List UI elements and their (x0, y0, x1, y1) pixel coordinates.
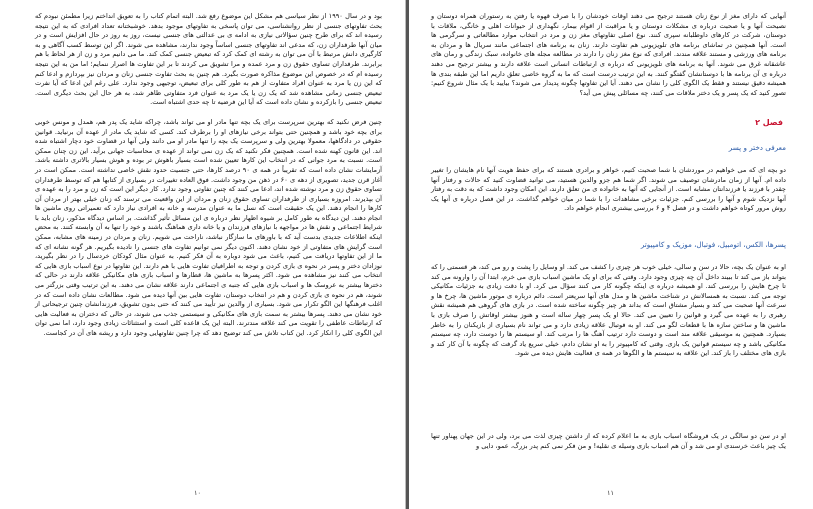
left-text-column (35, 12, 382, 339)
left-page (0, 0, 406, 509)
section1-text: دو بچه ای که می خواهیم در موردشان با شما صحبت کنیم، خواهر و برادری هستند که برای حفظ هویت آنها نام هایشان را تغییر داده ام. آنها از زمان مادرشان توصیف می شوند. اگر شما هم جزو والدین هستید، می توانید قضاوت کنید که حالات و رفتار آنها چقدر با فرزند یا فرزندانتان مشابه است. از آنجایی که آنها به خانواده ی من تعلق دارند، این امکان وجود داشت که به دقت به رفتار آنها نزدیک شوم و آنها را بررسی کنم. جزئیات برخی مشاهدات را با شما در میان خواهم گذاشت. در این فصل درباره ی آنها یک روش مرور کوتاه خواهم داشت و در فصل ۴ و ۶ بررسی بیشتری انجام خواهم داد. (431, 166, 786, 213)
left-page-number: ۱۰ (194, 489, 201, 497)
left-paragraph-2: چنین فرض نکنید که بهترین سرپرست برای یک بچه تنها مادر او می تواند باشد، چراکه شاید یک پدر هم، همدل و مونس خوبی برای بچه خود باشد و همچنین حتی بتواند برخی نیازهای او را برطرف کند. کسی که شاید یک مادر از عهده آن برنیاید. قوانین حقوقی در دادگاهها، معمولا بهترین ولی و سرپرست یک بچه را تنها مادر او می دانند ولی آنها در قضاوت خود دچار اشتباه شده اند. این قانون کهنه شده است. همچنین فکر نکنید که یک زن نمی تواند از عهده ی محاسبات جهانی برآید. این زن چنان ممکن است. نسبت به مرد جوانی که در انتخاب این کارها تعیین شده است بسیار باهوش تر بوده و هوش بسیار بالاتری داشته باشد. آزمایشات نشان داده است که تقریباً در همه ی ۹۰ درصد کارها، حتی جنسیت حدود نقش خاصی نداشته است. ممکن است در آغاز قرن جدید، تصویری از دهه ی ۶۰ در ذهن من وجود داشت. فوق العاده تغییرات در بسیاری از کتابها هم که توسط طرفداران تساوی حقوق زن و مرد نوشته شده اند، ادعا می کنند که چنین تفاوتی وجود ندارد. کار دیگر این است که زن و مرد را به عهده ی آن بپذیرند. امروزه بسیاری از طرفداران تساوی حقوق زنان و مردان از این واقعیت می ترسند که زنان خیلی بهتر از مردان آن کارها را انجام دهند. این یک حقیقت است که نسل ما به عنوان مدرسه و خانه به افرادی نیاز دارد که تعمیراتی روی ماشین ها انجام دهند. این دیدگاه به طور کامل بر شیوه اظهار نظر درباره ی این مسائل تأثیر گذاشت. بر اساس دیدگاه مذکور، زنان باید با شرایط اجتماعی و نقش ها در مواجهه با نیازهای فرزندان و یا خانه داری هماهنگ باشند و خود را تنها به آن وابسته کنند. به محض اینکه اطلاعات جدیدی بدست آید که با باورهای ما سازگار نباشد، ناراحت می شویم. زنان و مردان در زمینه های مشابه، ممکن است گرایش های متفاوتی از خود نشان دهند. اکنون دیگر نمی توانیم تفاوت های جنسی را نادیده بگیریم. هر گونه نشانه ای که ما از این تفاوتها دریافت می کنیم، باعث می شود دوباره به آن فکر کنیم. به عنوان مثال کودکان خردسال را در نظر بگیرید، نوزادان دختر و پسر در نحوه ی بازی کردن و توجه به اطرافیان تفاوت هایی با هم دارند. این تفاوتها در نوع اسباب بازی هایی که انتخاب می کنند نیز مشاهده می شود. اکثر پسرها به ماشین ها، قطارها و اسباب بازی های مکانیکی علاقه دارند در حالی که دخترها بیشتر به عروسک ها و اسباب بازی هایی که جنبه ی اجتماعی دارند علاقه نشان می دهند. به این ترتیب وقتی بزرگتر می شوند، هم در نحوه ی بازی کردن و هم در انتخاب دوستان، تفاوت هایی بین آنها دیده می شود. مطالعات نشان داده است که در اغلب فرهنگها این الگو تکرار می شود. بسیاری از والدین نیز تأیید می کنند که حتی بدون تشویق، فرزندانشان چنین ترجیحاتی از خود نشان می دهند. پسرها بیشتر به سمت بازی های مکانیکی و سیستمی جذب می شوند، در حالی که دختران به فعالیت هایی که ارتباطات عاطفی را تقویت می کند علاقه مندترند. البته این یک قاعده کلی است و استثنائات زیادی وجود دارد، اما نمی توان این الگوی کلی را انکار کرد. این کتاب تلاش می کند توضیح دهد که چرا چنین تفاوتهایی وجود دارد و ریشه های آن در کجاست. (35, 117, 382, 337)
right-page (409, 0, 813, 509)
chapter-heading: فصل ۲ (755, 118, 783, 127)
section-heading-intro: معرفی دختر و پسر (728, 143, 786, 152)
closing-text: او در سن دو سالگی در یک فروشگاه اسباب بازی به ما اعلام کرده که از داشتن چیزی لذت می برد، ولی در این جهان پهناور تنها یک چیز باعث خرسندی او می شد و آن هم اسباب بازی وسیله ی نقلیه! و من فکر نمی کنم پدر بزرگ، عمو، دایی و (431, 432, 786, 450)
section2-text: او به عنوان یک بچه، حالا در سن و سالی، خیلی خوب هر چیزی را کشف می کند. او وسایل را پشت و رو می کند، هر قسمتی را که بتواند باز می کند تا ببیند داخل آن چه چیزی وجود دارد. وقتی که برای او یک ماشین اسباب بازی می خرم، ابتدا آن را وارونه می کند تا چرخ هایش را بررسی کند. او همیشه درباره ی اینکه چگونه کار می کنند سؤال می کرد. او با دقت زیادی به جزئیات مکانیکی توجه می کند. نسبت به همسالانش در شناخت ماشین ها و مدل های آنها سریعتر است. دائم درباره ی موتور ماشین ها، چرخ ها و سرعت آنها صحبت می کند و بسیار مشتاق است که بداند هر چیز چگونه ساخته شده است. در بازی های گروهی هم همیشه نقش رهبری را به عهده می گیرد و قوانین را تعیین می کند. حالا او یک پسر چهار ساله است و هنوز بیشتر اوقاتش را صرف بازی با ماشین ها و ساختن سازه ها با قطعات لگو می کند. او به فوتبال علاقه زیادی دارد و می تواند نام بسیاری از بازیکنان را به خاطر بسپارد. همچنین به موسیقی علاقه مند است و دوست دارد ترتیب آهنگ ها را مرتب کند. او سیستم ها را دوست دارد، چه سیستم مکانیکی باشد و چه سیستم قوانین یک بازی. وقتی که کامپیوتر را به او نشان دادم، خیلی سریع یاد گرفت که چگونه با آن کار کند و بازی های مختلف را باز کند. این علاقه به سیستم ها و الگوها در همه ی فعالیت هایش دیده می شود. (431, 263, 786, 358)
left-paragraph-1: بود و در سال ۱۹۹۰ از نظر سیاسی هم مشکل این موضوع رفع شد. البته اتمام کتاب را به تعویق انداختم زیرا مطمئن نبودم که بحث تفاوتهای جنسی از نظر روانشناسی، می توان پاسخی به تفاوتهای موجود بدهد. خوشبختانه تعداد افرادی که به این نتیجه رسیده اند که برای طرح چنین سؤالاتی نیازی به ادامه ی بی عدالتی های جنسی نیست، روز به روز در حال افزایش است و در میان آنها طرفداران زن، که مدعی اند تفاوتهای جنسی اساساً وجود ندارند، مشاهده می شوند. اگر این توسط کسب آگاهی و به کارگیری دانش مرتبط با آن می توان به رشته ای کمک کرد که تبعیض جنسی کمک کند. ما می دانیم مرد و زن از هر لحاظ با هم برابرند. طرفداران تساوی حقوق زن و مرد عمده و مرا تشویق می کردند تا بر این تفاوت ها اصرار ننمایم؛ اما من به این نتیجه رسیده ام که در خصوص این موضوع مذاکره صورت بگیرد. هم چنین به بحث تفاوت جنسی زنان و مردان نیز بپردازم و ادعا کنم که این زن یا مرد به عنوان افراد متفاوت از هم به طور کلی برای تبعیض، توجیهی وجود ندارد. علی رغم این ادعا که آیا نفرت تبعیض جنسی زمانی مشاهده شد که یک زن یا یک مرد به عنوان فرد متفاوتی ظاهر شد، به هر حال این بحث دیگری است. تبعیض جنسی را بازکرده و نشان داده است که آیا این فرضیه تا چه حدی اشتباه است. (35, 12, 382, 107)
right-page-number: ۱۱ (607, 489, 614, 497)
right-intro-text: آنهایی که دارای مغز از نوع زنان هستند ترجیح می دهند اوقات خودشان را با صرف قهوه یا رفتن به رستوران همراه دوستان و نصیحت آنها و یا صحبت درباره ی مشکلات دوستان و یا مراقبت از اقوام بیمار، نگهداری از حیوانات اهلی و خانگی، ملاقات با دوستان، شرکت در کارهای داوطلبانه سپری کنند. نوع اصلی تفاوتهای مغز زن و مرد در انتخاب موارد مطالعاتی و سرگرمی ها است. آنها همچنین در تماشای برنامه های تلویزیونی هم تفاوت دارند. زنان به برنامه های اجتماعی مانند سریال ها و مردان به برنامه های ورزشی و مستند علاقه مندند. افرادی که نوع مغز زنان را دارند در مطالعه مجله های خانواده، سبک زندگی و رمان های عاشقانه غرق می شوند. آنها به برنامه های تلویزیونی که درباره ی ارتباطات انسانی است علاقه دارند و بیشتر ترجیح می دهند درباره ی آن برنامه ها با دوستانشان گفتگو کنند. به این ترتیب درست است که ما به گروه خاصی تعلق داریم اما این طبقه بندی ها همیشه دقیق نیستند و فقط یک الگوی کلی را نشان می دهند. آیا این تفاوتها چگونه پدیدار می شوند؟ بیایید با یک مثال شروع کنیم: تصور کنید که یک پسر و یک دختر ملاقات می کنند، چه مسائلی پیش می آید؟ (431, 12, 786, 97)
section-heading-boys: پسرها، الکس، اتومبیل، فوتبال، موزیک و کامپیوتر (640, 240, 786, 249)
